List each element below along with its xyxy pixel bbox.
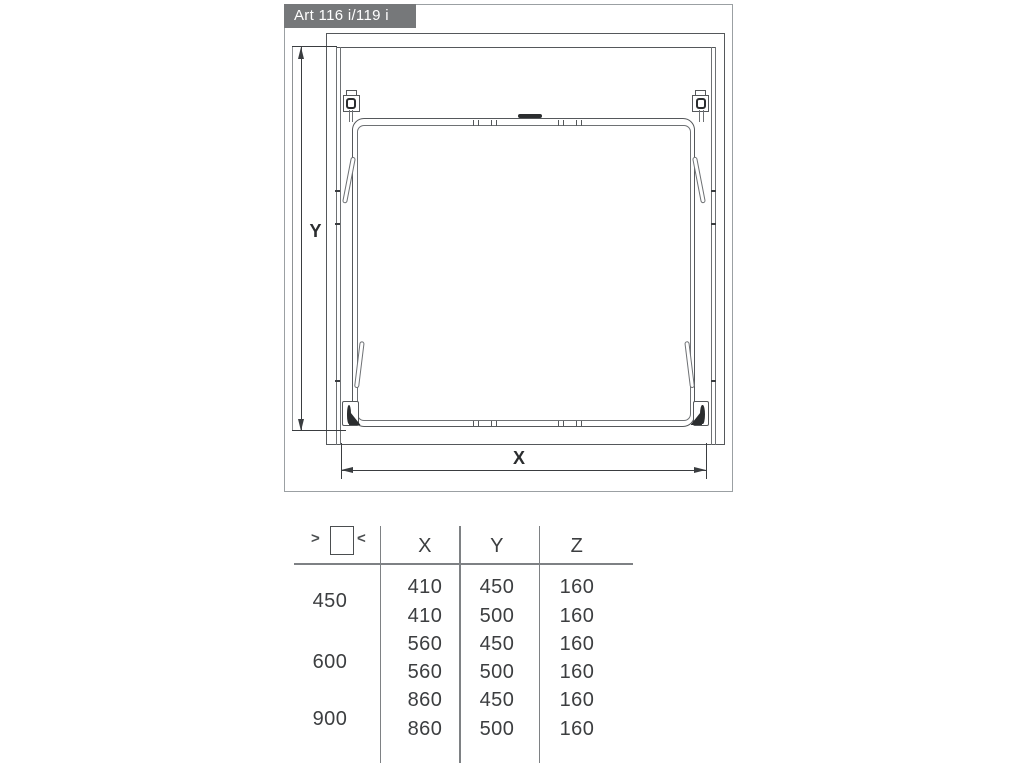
arrow-down-icon xyxy=(298,419,304,431)
bracket-tail-line xyxy=(699,110,700,122)
column-divider xyxy=(459,526,461,763)
product-title: Art 116 i/119 i xyxy=(294,7,389,24)
handle-bar xyxy=(518,114,542,118)
rail-joint-tick xyxy=(581,120,582,126)
rail-joint-tick xyxy=(581,421,582,427)
x-dimension-label: X xyxy=(512,448,525,468)
basket-frame-inner xyxy=(357,125,692,421)
header-rule xyxy=(294,563,633,565)
column-header-x: X xyxy=(418,535,432,557)
y-dimension-label: Y xyxy=(309,221,322,241)
group-width-label: 900 xyxy=(312,708,348,730)
wall-joint-tick xyxy=(335,380,340,382)
spec-cell: 450 xyxy=(479,632,515,655)
wall-joint-tick xyxy=(335,223,340,225)
cabinet-wall-line xyxy=(715,47,716,445)
rail-joint-tick xyxy=(576,120,577,126)
rail-joint-tick xyxy=(496,120,497,126)
chevron-left-icon: < xyxy=(357,530,366,547)
x-witness-line-right xyxy=(706,443,707,479)
cabinet-wall-line xyxy=(711,47,712,445)
cabinet-wall-line xyxy=(336,47,337,445)
spec-cell: 160 xyxy=(559,661,595,683)
product-title-box xyxy=(284,4,416,28)
rail-joint-tick xyxy=(473,421,474,427)
rail-joint-tick xyxy=(563,120,564,126)
spec-cell: 500 xyxy=(479,604,515,627)
rail-joint-tick xyxy=(558,421,559,427)
spec-cell: 450 xyxy=(479,689,515,711)
x-dimension-line xyxy=(341,470,706,471)
group-width-label: 600 xyxy=(312,651,348,673)
bracket-tail-line xyxy=(703,110,704,122)
cabinet-wall-line xyxy=(340,47,341,445)
rail-joint-tick xyxy=(473,120,474,126)
spec-cell: 500 xyxy=(479,717,515,740)
spec-cell: 560 xyxy=(407,661,443,683)
spec-cell: 160 xyxy=(559,717,595,740)
x-witness-line-left xyxy=(341,443,342,479)
spec-cell: 450 xyxy=(479,576,515,598)
rail-joint-tick xyxy=(576,421,577,427)
rail-joint-tick xyxy=(563,421,564,427)
rail-joint-tick xyxy=(496,421,497,427)
column-header-y: Y xyxy=(490,535,504,557)
wall-joint-tick xyxy=(711,380,716,382)
corner-bracket-top-right-clip xyxy=(696,98,706,109)
spec-cell: 160 xyxy=(559,632,595,655)
arrow-up-icon xyxy=(298,47,304,59)
rail-joint-tick xyxy=(491,421,492,427)
group-width-label: 450 xyxy=(312,590,348,612)
chevron-right-icon: > xyxy=(311,530,320,547)
wall-joint-tick xyxy=(711,223,716,225)
arrow-left-icon xyxy=(341,467,353,473)
column-header-z: Z xyxy=(570,535,584,557)
spec-cell: 860 xyxy=(407,717,443,740)
wall-joint-tick xyxy=(711,190,716,192)
spec-cell: 410 xyxy=(407,576,443,598)
spec-cell: 860 xyxy=(407,689,443,711)
rail-joint-tick xyxy=(491,120,492,126)
column-divider xyxy=(380,526,382,763)
spec-cell: 560 xyxy=(407,632,443,655)
arrow-right-icon xyxy=(694,467,706,473)
spec-cell: 500 xyxy=(479,661,515,683)
rail-joint-tick xyxy=(478,421,479,427)
cabinet-inner-top-line xyxy=(337,47,715,48)
y-auxiliary-line xyxy=(292,46,293,430)
spec-cell: 410 xyxy=(407,604,443,627)
rail-joint-tick xyxy=(558,120,559,126)
bracket-tail-line xyxy=(352,110,353,122)
wall-joint-tick xyxy=(335,190,340,192)
column-divider xyxy=(539,526,541,763)
spec-cell: 160 xyxy=(559,689,595,711)
spec-cell: 160 xyxy=(559,604,595,627)
rail-joint-tick xyxy=(478,120,479,126)
spec-cell: 160 xyxy=(559,576,595,598)
corner-bracket-top-left-clip xyxy=(346,98,356,109)
width-icon-box xyxy=(330,526,354,555)
bracket-tail-line xyxy=(349,110,350,122)
